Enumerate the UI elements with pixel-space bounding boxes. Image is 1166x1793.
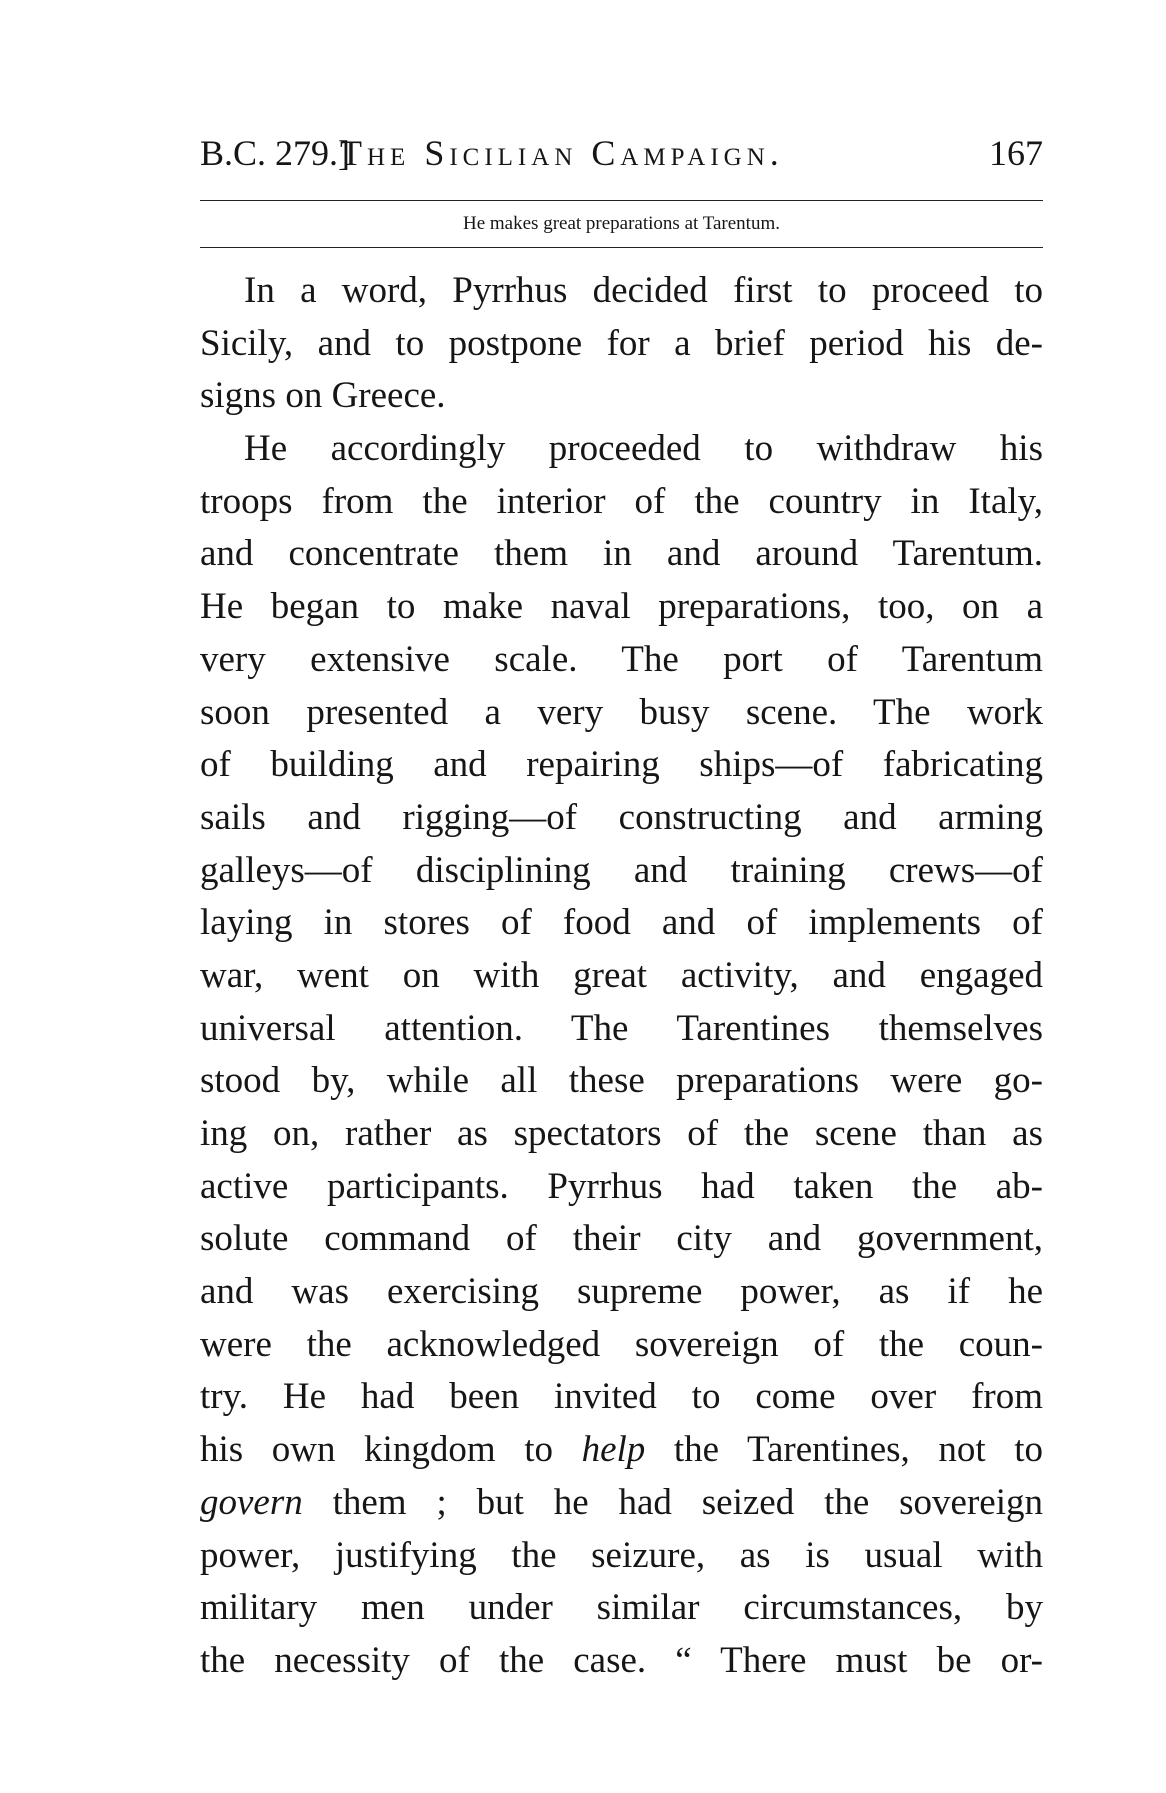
text-line: universal attention. The Tarentines themselves (200, 1007, 1043, 1049)
text-line: In a word, Pyrrhus decided first to proceed to (244, 270, 1043, 311)
text-line: solute command of their city and government, (200, 1218, 1043, 1260)
running-head-title: The Sicilian Campaign. (340, 133, 784, 173)
text-line: active participants. Pyrrhus had taken the ab- (200, 1165, 1043, 1207)
emphasis-help: help (581, 1429, 646, 1471)
text-line: power, justifying the seizure, as is usual with (200, 1534, 1043, 1576)
text-line: laying in stores of food and of implements of (200, 902, 1043, 944)
text-line: signs on Greece. (200, 375, 446, 417)
running-head-date: B.C. 279.] (200, 133, 351, 173)
text-line: stood by, while all these preparations were go- (200, 1060, 1043, 1102)
text-line: Sicily, and to postpone for a brief period his de- (200, 322, 1043, 364)
text-segment: them ; but he had seized the sovereign (332, 1481, 1043, 1523)
text-line-with-emphasis (200, 1424, 1043, 1477)
text-segment: the Tarentines, not to (673, 1429, 1043, 1471)
text-line: war, went on with great activity, and engaged (200, 954, 1043, 996)
text-line: try. He had been invited to come over from (200, 1376, 1043, 1418)
text-line: soon presented a very busy scene. The work (200, 691, 1043, 733)
text-segment: his own kingdom to (200, 1429, 553, 1471)
text-line: ing on, rather as spectators of the scene than as (200, 1113, 1043, 1154)
text-line: were the acknowledged sovereign of the coun- (200, 1323, 1043, 1365)
emphasis-govern: govern (200, 1481, 303, 1523)
text-line: sails and rigging—of constructing and arming (200, 796, 1043, 838)
text-line: He began to make naval preparations, too, on a (200, 586, 1043, 628)
running-head (200, 128, 1043, 178)
text-line: He accordingly proceeded to withdraw his (244, 428, 1043, 470)
header-rule-bottom (200, 247, 1043, 248)
text-line: galleys—of disciplining and training crews—of (200, 849, 1043, 891)
text-line: of building and repairing ships—of fabricating (200, 744, 1043, 786)
page-subheading: He makes great preparations at Tarentum. (463, 213, 780, 234)
text-line: troops from the interior of the country in Italy, (200, 480, 1043, 522)
text-line: military men under similar circumstances, by (200, 1587, 1043, 1629)
text-line: very extensive scale. The port of Tarentum (200, 638, 1043, 680)
text-line-with-emphasis (200, 1477, 1043, 1530)
text-line: the necessity of the case. “ There must be or- (200, 1639, 1043, 1681)
body-text (200, 265, 1043, 1688)
text-line: and was exercising supreme power, as if he (200, 1271, 1043, 1313)
text-line: and concentrate them in and around Tarentum. (200, 533, 1043, 575)
page-number: 167 (989, 133, 1043, 173)
header-rule-top (200, 200, 1043, 201)
